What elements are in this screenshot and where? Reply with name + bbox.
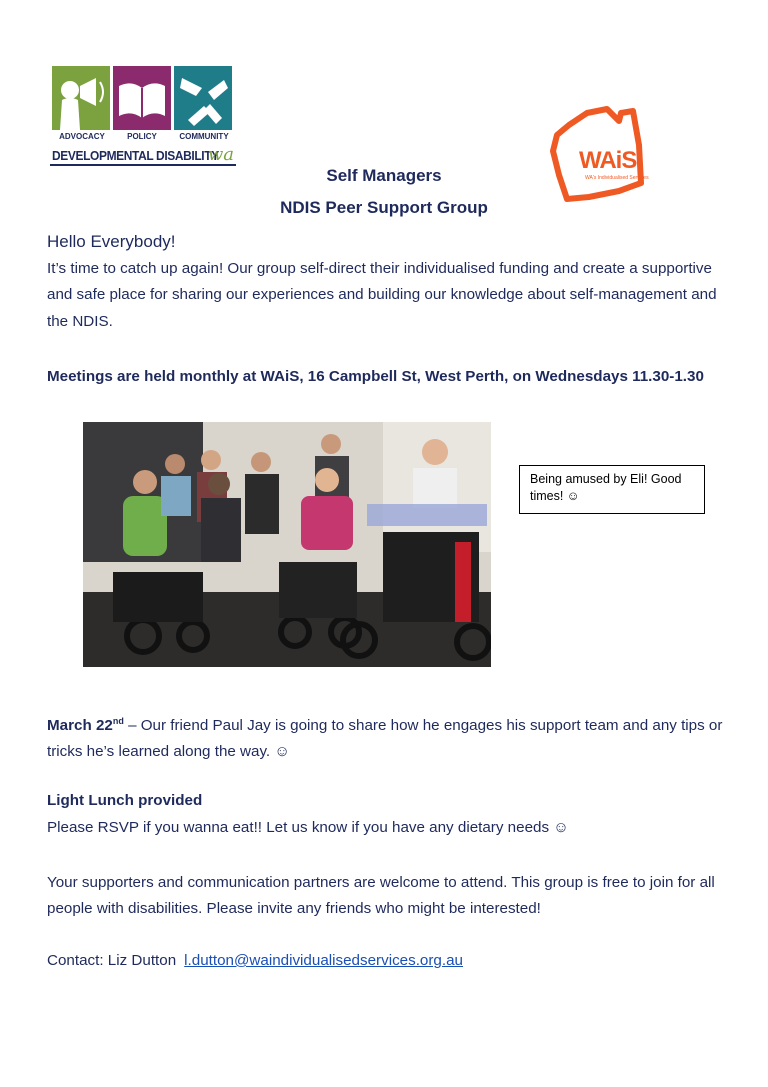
ddwa-wa-suffix: wa — [207, 144, 234, 165]
contact-line — [47, 948, 737, 974]
ddwa-logo — [50, 66, 236, 166]
advocacy-tile — [52, 66, 110, 130]
greeting: Hello Everybody! — [47, 232, 176, 251]
contact-email-link[interactable]: l.dutton@waindividualisedservices.org.au — [184, 952, 463, 969]
wais-wordmark: WAiS — [579, 147, 637, 174]
wais-tagline: WA's Individualised Services — [585, 175, 649, 181]
ddwa-name-bar — [50, 146, 236, 166]
wais-logo — [549, 105, 649, 203]
megaphone-icon — [52, 66, 110, 130]
policy-label: POLICY — [127, 132, 157, 141]
lunch-text: Please RSVP if you wanna eat!! Let us know if you have any dietary needs ☺ — [47, 819, 569, 836]
community-label: COMMUNITY — [179, 132, 229, 141]
meetings-info: Meetings are held monthly at WAiS, 16 Campbell St, West Perth, on Wednesdays 11.30-1.30 — [47, 368, 704, 385]
date-suffix: nd — [112, 716, 124, 726]
policy-tile — [113, 66, 171, 130]
book-icon — [113, 66, 171, 130]
hands-icon — [174, 66, 232, 130]
supporters-paragraph: Your supporters and communication partners are welcome to attend. This group is free to join for all people with disabilities. Please invite any friends who might be interested! — [47, 874, 715, 918]
march-description: – Our friend Paul Jay is going to share how he engages his support team and any tips or tricks he’s learned along the way. ☺ — [47, 717, 723, 761]
ddwa-name: DEVELOPMENTAL DISABILITY — [52, 148, 219, 163]
contact-label: Contact: Liz Dutton — [47, 952, 177, 969]
photo-caption-box — [519, 465, 705, 514]
photo-caption: Being amused by Eli! Good times! ☺ — [530, 472, 682, 503]
group-photo — [83, 422, 491, 667]
intro-paragraph: It’s time to catch up again! Our group self-direct their individualised funding and create a supportive and safe place for sharing our experiences and building our knowledge about self-management and the NDIS. — [47, 260, 717, 330]
advocacy-label: ADVOCACY — [59, 132, 105, 141]
march-event — [47, 708, 737, 766]
community-tile — [174, 66, 232, 130]
lunch-heading: Light Lunch provided — [47, 792, 203, 809]
title-line-1: Self Managers — [326, 166, 442, 185]
march-date: March 22nd — [47, 716, 124, 735]
title-line-2: NDIS Peer Support Group — [280, 198, 488, 217]
